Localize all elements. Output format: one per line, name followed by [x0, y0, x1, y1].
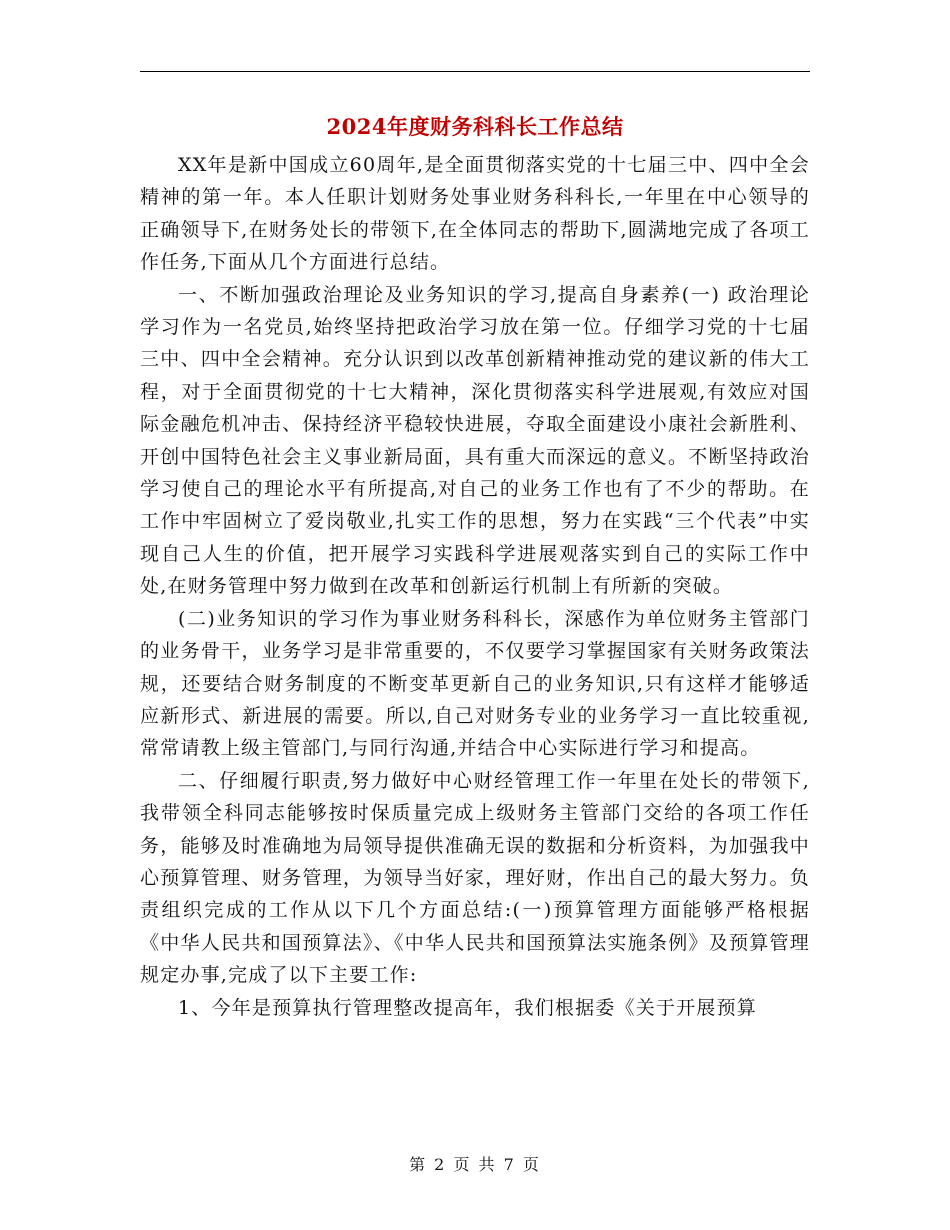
- paragraph: 二、仔细履行职责,努力做好中心财经管理工作一年里在处长的带领下,我带领全科同志能够按时保质量完成上级财务主管部门交给的各项工作任务，能够及时准确地为局领导提供准确无误的数据和分析资料，为加强我中心预算管理、财务管理，为领导当好家，理好财，作出自己的最大努力。负责组织完成的工作从以下几个方面总结:(一)预算管理方面能够严格根据《中华人民共和国预算法》、《中华人民共和国预算法实施条例》及预算管理规定办事,完成了以下主要工作:: [140, 769, 810, 987]
- paragraph: (二)业务知识的学习作为事业财务科科长，深感作为单位财务主管部门的业务骨干，业务学习是非常重要的，不仅要学习掌握国家有关财务政策法规，还要结合财务制度的不断变革更新自己的业务知识,只有这样才能够适应新形式、新进展的需要。所以,自己对财务专业的业务学习一直比较重视,常常请教上级主管部门,与同行沟通,并结合中心实际进行学习和提高。: [140, 607, 810, 760]
- paragraph: 1、今年是预算执行管理整改提高年，我们根据委《关于开展预算: [178, 996, 757, 1019]
- header-rule: [140, 71, 810, 72]
- paragraph: 一、不断加强政治理论及业务知识的学习,提高自身素养(一) 政治理论学习作为一名党员,始终坚持把政治学习放在第一位。仔细学习党的十七届三中、四中全会精神。充分认识到以改革创新精神推动党的建议新的伟大工程，对于全面贯彻党的十七大精神，深化贯彻落实科学进展观,有效应对国际金融危机冲击、保持经济平稳较快进展，夺取全面建设小康社会新胜利、开创中国特色社会主义事业新局面，具有重大而深远的意义。不断坚持政治学习使自己的理论水平有所提高,对自己的业务工作也有了不少的帮助。在工作中牢固树立了爱岗敬业,扎实工作的思想，努力在实践“三个代表”中实现自己人生的价值，把开展学习实践科学进展观落实到自己的实际工作中处,在财务管理中努力做到在改革和创新运行机制上有所新的突破。: [140, 283, 810, 598]
- page-number-footer: 第 2 页 共 7 页: [409, 1155, 541, 1174]
- paragraph: XX年是新中国成立60周年,是全面贯彻落实党的十七届三中、四中全会精神的第一年。本人任职计划财务处事业财务科科长,一年里在中心领导的正确领导下,在财务处长的带领下,在全体同志的帮助下,圆满地完成了各项工作任务,下面从几个方面进行总结。: [140, 154, 810, 274]
- document-title: 2024年度财务科科长工作总结: [326, 114, 624, 139]
- document-body: [140, 149, 810, 1024]
